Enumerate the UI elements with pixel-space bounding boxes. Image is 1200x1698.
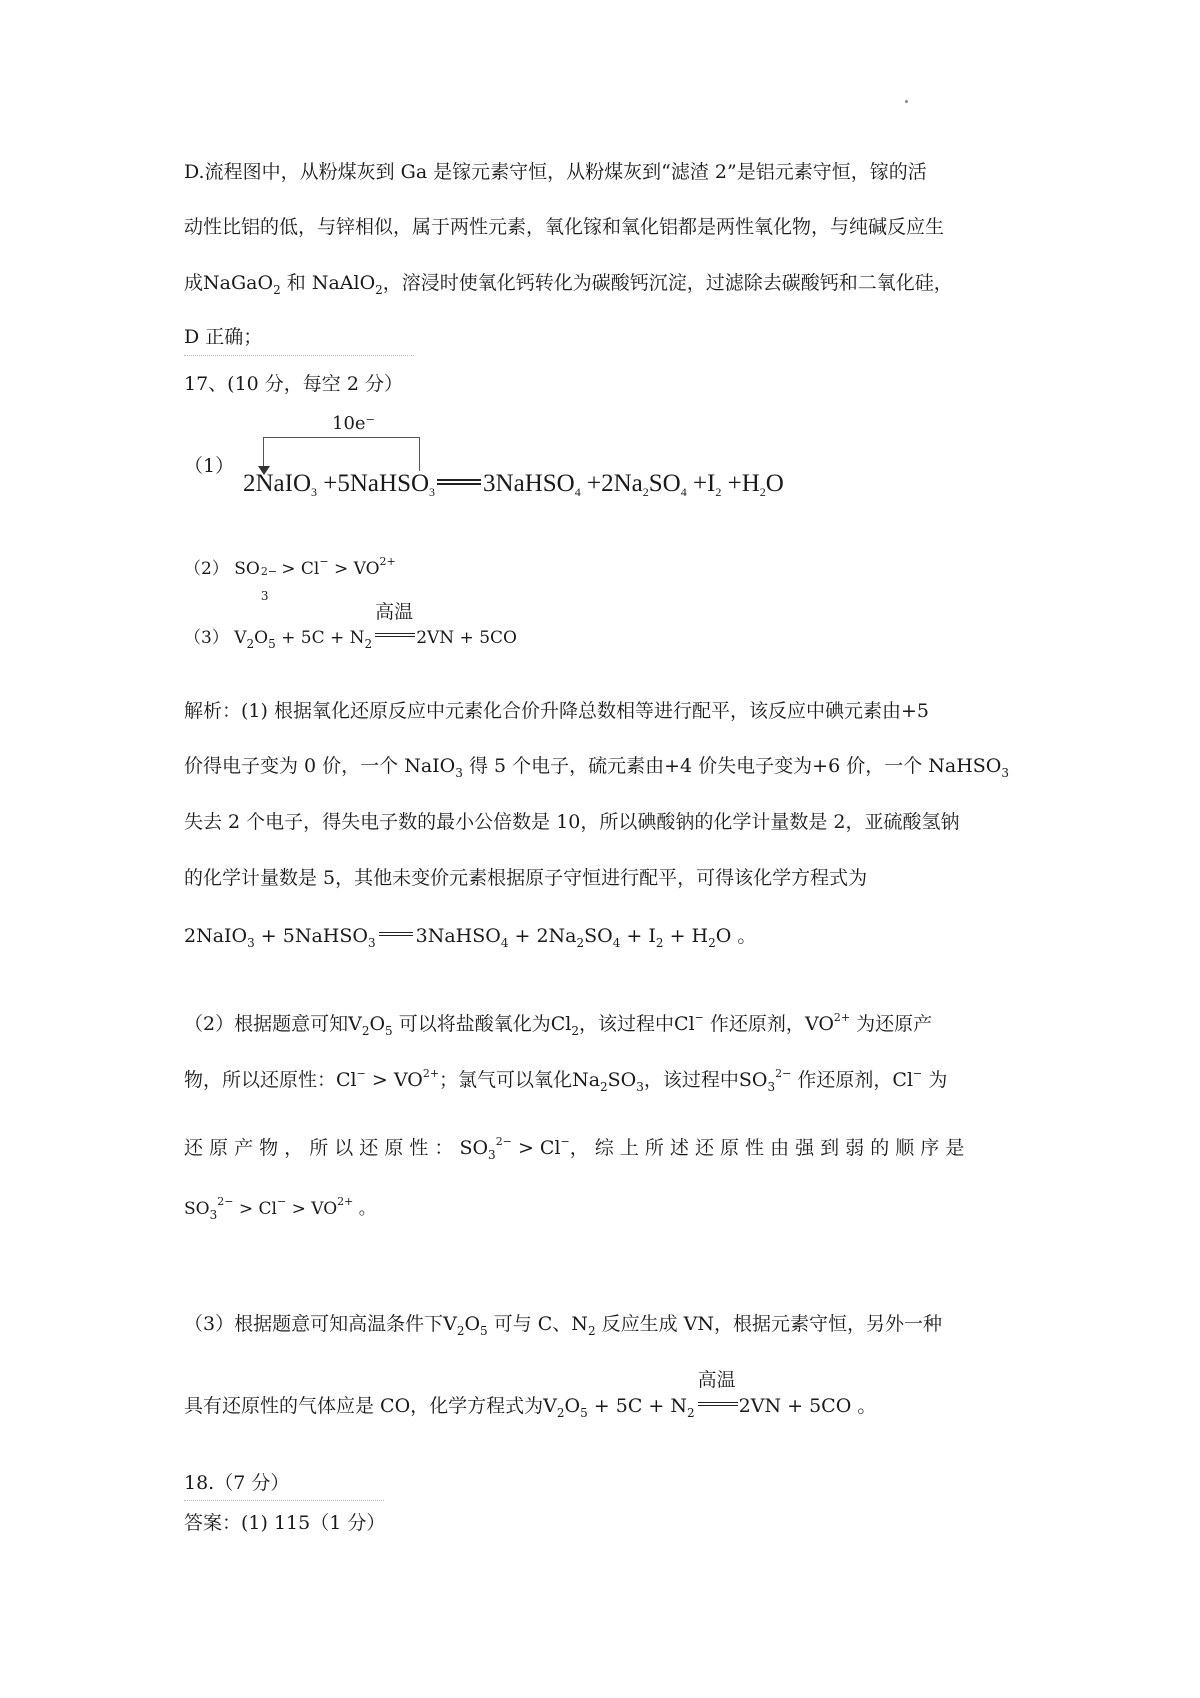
eq-part: O <box>765 470 784 497</box>
text: 得 5 个电子，硫元素由+4 价失电子变为+6 价，一个 NaHSO <box>468 755 1002 777</box>
subscript: 3 <box>429 485 436 499</box>
ans1-label: （1） <box>184 455 235 477</box>
dotted-separator <box>184 355 414 356</box>
subscript: 5 <box>580 1406 588 1420</box>
text: 作还原剂， <box>797 1069 893 1091</box>
superscript: 2+ <box>833 1011 851 1024</box>
subscript: 2 <box>456 1324 465 1338</box>
subscript: 3 <box>767 1080 776 1094</box>
eq-part: > VO <box>328 559 380 579</box>
text: ，该过程中 <box>579 1013 675 1035</box>
text: 成 <box>184 272 204 294</box>
superscript: − <box>276 1195 287 1208</box>
eq-part: SO <box>648 470 681 497</box>
eq-part: V <box>234 628 247 648</box>
subscript: 5 <box>480 1324 488 1338</box>
eq-part: 3NaHSO <box>483 470 575 497</box>
subscript: 2 <box>600 1080 608 1094</box>
d-part-line-3 <box>184 269 953 304</box>
subscript: 3 <box>488 1148 496 1162</box>
eq-part: +H <box>721 470 760 497</box>
subscript: 2 <box>364 637 373 651</box>
d-part-line-4: D 正确； <box>184 326 263 348</box>
superscript: 2− <box>260 565 278 578</box>
subscript: 3 <box>209 1208 218 1222</box>
analysis1-line-3: 失去 2 个电子，得失电子数的最小公倍数是 10，所以碘酸钠的化学计量数是 2，亚硫酸氢钠 <box>184 811 960 833</box>
subscript: 3 <box>311 485 318 499</box>
eq-part: 2VN + 5CO <box>416 628 517 648</box>
analysis1-line-2 <box>184 752 1009 787</box>
electron-transfer-bracket <box>263 437 420 471</box>
analysis3-line-1: （3）根据题意可知高温条件下$V_2O_5$ 可与 C、$N_2$ 反应生成 VN，根据元素守恒，另外一种 <box>184 1313 943 1338</box>
subscript: 2 <box>375 283 383 297</box>
subscript: 2 <box>576 936 585 950</box>
superscript: − <box>319 555 329 568</box>
eq-part: O <box>254 628 269 648</box>
subscript: 4 <box>500 936 509 950</box>
text: （2）根据题意可知 <box>184 1013 349 1035</box>
formula-naalo2: NaAlO <box>311 272 376 294</box>
superscript: 2+ <box>379 555 396 568</box>
eq-part: +5NaHSO <box>317 470 430 497</box>
ans2-label: （2） <box>184 559 229 579</box>
dotted-separator <box>184 1500 384 1501</box>
q18-header: 18.（7 分） <box>184 1472 290 1494</box>
text: 还 原 产 物 ， 所 以 还 原 性 ： <box>184 1137 454 1159</box>
superscript: 2+ <box>422 1067 440 1080</box>
superscript: 2+ <box>337 1195 354 1208</box>
text: 可与 C、N <box>493 1313 588 1335</box>
condition-text: 高温 <box>697 1369 736 1391</box>
text: ，该过程中 <box>643 1069 739 1091</box>
text: 。 <box>737 925 757 947</box>
equals-sign <box>698 1402 738 1406</box>
text: （3）根据题意可知高温条件下 <box>184 1313 444 1335</box>
subscript: 2 <box>361 1024 370 1038</box>
analysis3-line-2: 具有还原性的气体应是 CO，化学方程式为$V_2O_5 + 5C + N_2$ 高温 2VN + 5CO 。 <box>184 1392 876 1427</box>
analysis1-line-1: 解析：(1) 根据氧化还原反应中元素化合价升降总数相等进行配平，该反应中碘元素由+5 <box>184 700 929 722</box>
analysis2-line-4: $SO_3^{2-} > Cl^- > VO^{2+}$ 。 <box>184 1195 376 1222</box>
formula-nagao2: NaGaO <box>203 272 274 294</box>
q18-answer: 答案：(1) 115（1 分） <box>184 1512 386 1534</box>
text: ， 综 上 所 述 还 原 性 由 强 到 弱 的 顺 序 是 <box>569 1137 965 1159</box>
superscript: − <box>356 1067 366 1080</box>
subscript: 2 <box>273 283 281 297</box>
eq-part: > Cl <box>275 559 320 579</box>
superscript: 2− <box>495 1135 512 1148</box>
subscript: 4 <box>680 485 687 499</box>
text: 可以将盐酸氧化为 <box>398 1013 551 1035</box>
subscript: 3 <box>1001 766 1009 780</box>
superscript: − <box>913 1067 923 1080</box>
subscript: 3 <box>367 936 376 950</box>
subscript: 2 <box>708 936 716 950</box>
subscript: 3 <box>247 936 255 950</box>
eq-part: 2NaIO <box>243 470 312 497</box>
analysis2-line-3: 还 原 产 物 ， 所 以 还 原 性 ： $SO_3^{2-} > Cl^-$， 综 上 所 述 还 原 性 由 强 到 弱 的 顺 序 是 <box>184 1135 965 1162</box>
reaction-condition <box>695 1369 739 1420</box>
subscript: 4 <box>574 485 581 499</box>
d-part-line-1: D.流程图中，从粉煤灰到 Ga 是镓元素守恒，从粉煤灰到“滤渣 2”是铝元素守恒，镓的活 <box>184 161 927 183</box>
equals-sign <box>375 633 415 637</box>
text: 。 <box>857 1395 877 1417</box>
eq-part: + 5C + N <box>275 628 365 648</box>
subscript: 4 <box>612 936 621 950</box>
subscript: 2 <box>587 1324 596 1338</box>
ans3-label: （3） <box>184 628 229 648</box>
ans1-equation <box>243 470 784 506</box>
eq-part: 3NaHSO <box>415 925 501 947</box>
subscript: 2 <box>759 485 766 499</box>
eq-part: 2NaIO <box>184 925 248 947</box>
eq-part: +2Na <box>580 470 643 497</box>
subscript: 2 <box>655 936 664 950</box>
subscript: 2 <box>687 1406 695 1420</box>
analysis1-equation: 2NaIO$_3$ + 5NaHSO$_3$ 3NaHSO$_4$ + $2Na_2SO_4 + I_2 + H_2O$ 。 <box>184 925 757 950</box>
electron-transfer-label: 10e⁻ <box>332 413 376 434</box>
text: 。 <box>358 1199 376 1219</box>
superscript: − <box>560 1135 570 1148</box>
ans2 <box>184 548 396 603</box>
subscript: 2 <box>246 637 255 651</box>
superscript: 2− <box>217 1195 234 1208</box>
subscript: 3 <box>636 1080 644 1094</box>
ans3 <box>184 601 517 658</box>
scan-speck <box>905 100 908 103</box>
subscript: 5 <box>385 1024 393 1038</box>
equals-sign <box>437 479 481 485</box>
condition-text: 高温 <box>375 601 414 623</box>
text: 具有还原性的气体应是 CO，化学方程式为 <box>184 1395 544 1417</box>
text: 为 <box>928 1069 948 1091</box>
subscript: 2 <box>715 485 722 499</box>
text: 反应生成 VN，根据元素守恒，另外一种 <box>601 1313 943 1335</box>
analysis2-line-2: 物，所以还原性：$Cl^- > VO^{2+}$；氯气可以氧化$Na_2SO_3$，该过程中$SO_3^{2-}$ 作还原剂，Cl− 为 <box>184 1067 948 1094</box>
equals-sign <box>379 932 413 936</box>
superscript: − <box>694 1011 704 1024</box>
reaction-condition <box>372 601 416 652</box>
text: 和 <box>286 272 306 294</box>
text: ；氯气可以氧化 <box>439 1069 573 1091</box>
text: ，溶浸时使氧化钙转化为碳酸钙沉淀，过滤除去碳酸钙和二氧化硅， <box>382 272 953 294</box>
text: 物，所以还原性： <box>184 1069 337 1091</box>
text: 价得电子变为 0 价，一个 NaIO <box>184 755 456 777</box>
subscript: 2 <box>642 485 649 499</box>
superscript: 2− <box>775 1067 792 1080</box>
subscript: 3 <box>455 766 463 780</box>
subscript: 2 <box>556 1406 565 1420</box>
eq-part: SO <box>234 559 260 579</box>
eq-part: +I <box>686 470 716 497</box>
analysis1-line-4: 的化学计量数是 5，其他未变价元素根据原子守恒进行配平，可得该化学方程式为 <box>184 867 868 889</box>
text: 为还原产 <box>856 1013 933 1035</box>
subscript: 5 <box>268 637 276 651</box>
d-part-line-2: 动性比铝的低，与锌相似，属于两性元素，氧化镓和氧化铝都是两性氧化物，与纯碱反应生 <box>184 216 945 238</box>
text: 作还原剂， <box>709 1013 805 1035</box>
subscript: 3 <box>260 589 269 603</box>
q17-header: 17、(10 分，每空 2 分） <box>184 373 403 395</box>
analysis2-line-1: （2）根据题意可知$V_2O_5$ 可以将盐酸氧化为$Cl_2$，该过程中Cl− 作还原剂，$VO^{2+}$ 为还原产 <box>184 1011 933 1038</box>
subscript: 2 <box>571 1024 580 1038</box>
